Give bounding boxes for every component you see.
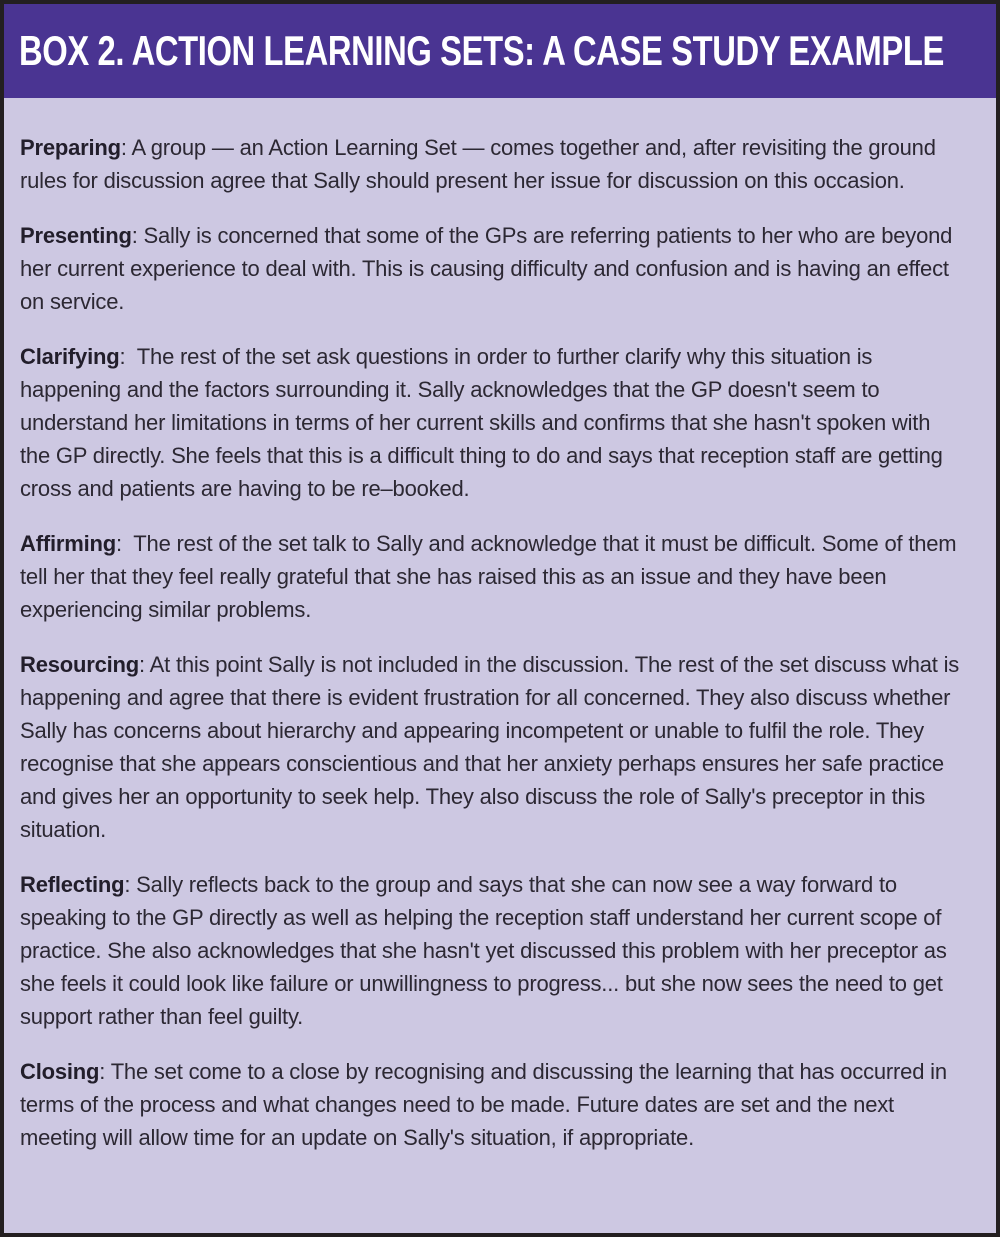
paragraph-label: Resourcing: [20, 652, 140, 677]
case-paragraph: [20, 648, 966, 846]
box-body: [4, 98, 996, 1194]
paragraph-text: : The rest of the set ask questions in order to further clarify why this situation is happening and the factors surrounding it. Sally acknowledges that the GP doesn't seem to understand her limitations in terms of her current skills and confirms that she hasn't spoken with the GP directly. She feels that this is a difficult thing to do and says that reception staff are getting cross and patients are having to be re–booked.: [20, 344, 949, 501]
case-paragraph: [20, 868, 966, 1033]
paragraph-text: : Sally reflects back to the group and says that she can now see a way forward to speaking to the GP directly as well as helping the reception staff understand her current scope of practice. She also acknowledges that she hasn't yet discussed this problem with her preceptor as she feels it could look like failure or unwillingness to progress... but she now sees the need to get support rather than feel guilty.: [20, 872, 953, 1029]
paragraph-text: : At this point Sally is not included in the discussion. The rest of the set discuss what is happening and agree that there is evident frustration for all concerned. They also discuss whether Sally has concerns about hierarchy and appearing incompetent or unable to fulfil the role. They recognise that she appears conscientious and that her anxiety perhaps ensures her safe practice and gives her an opportunity to seek help. They also discuss the role of Sally's preceptor in this situation.: [20, 652, 966, 842]
paragraph-text: : Sally is concerned that some of the GPs are referring patients to her who are beyond her current experience to deal with. This is causing difficulty and confusion and is having an effect on service.: [20, 223, 959, 314]
case-paragraph: [20, 131, 966, 197]
paragraph-label: Preparing: [20, 135, 121, 160]
paragraph-text: : The set come to a close by recognising and discussing the learning that has occurred in terms of the process and what changes need to be made. Future dates are set and the next meeting will allow time for an update on Sally's situation, if appropriate.: [20, 1059, 953, 1150]
box-header: [4, 4, 996, 98]
case-paragraph: [20, 1055, 966, 1154]
paragraph-label: Affirming: [20, 531, 116, 556]
paragraph-label: Presenting: [20, 223, 132, 248]
paragraph-label: Closing: [20, 1059, 100, 1084]
case-paragraph: [20, 219, 966, 318]
case-paragraph: [20, 527, 966, 626]
paragraph-text: : The rest of the set talk to Sally and acknowledge that it must be difficult. Some of them tell her that they feel really grateful that she has raised this as an issue and they have been experiencing similar problems.: [20, 531, 963, 622]
paragraph-text: : A group — an Action Learning Set — comes together and, after revisiting the ground rules for discussion agree that Sally should present her issue for discussion on this occasion.: [20, 135, 942, 193]
case-paragraph: [20, 340, 966, 505]
box-title: BOX 2. ACTION LEARNING SETS: A CASE STUDY EXAMPLE: [19, 27, 944, 74]
paragraph-label: Reflecting: [20, 872, 125, 897]
paragraph-label: Clarifying: [20, 344, 120, 369]
